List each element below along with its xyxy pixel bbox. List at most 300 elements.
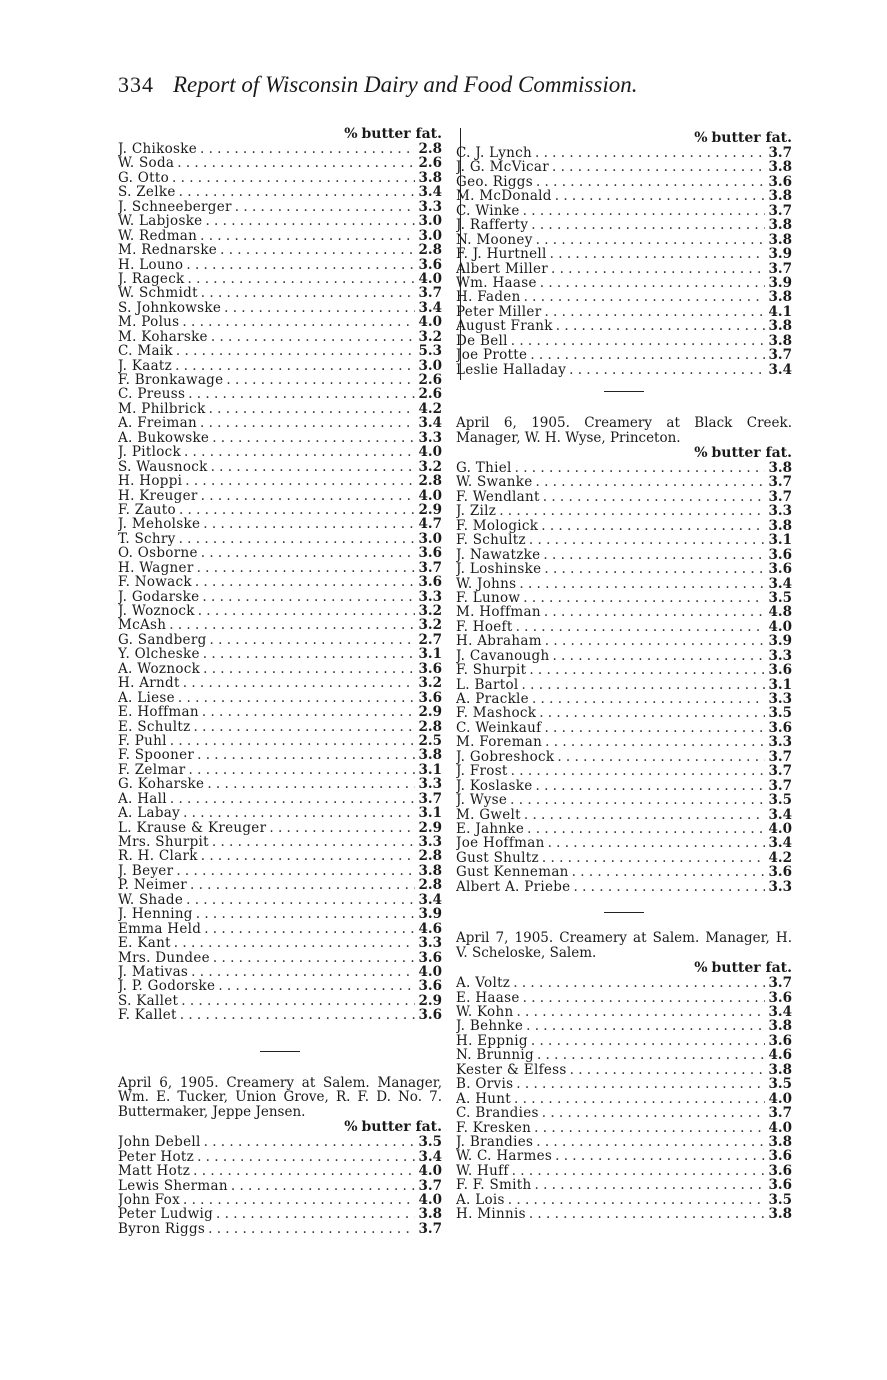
dot-leader: [208, 1222, 414, 1236]
list-item: [456, 218, 792, 232]
list-item: [456, 880, 792, 894]
butter-fat-value: 4.7: [418, 517, 442, 532]
patron-name: C. Brandies: [456, 1106, 539, 1121]
dot-leader: [516, 620, 765, 634]
list-item: [118, 344, 442, 358]
dot-leader: [544, 305, 764, 319]
patron-name: F. Zauto: [118, 502, 176, 518]
butter-fat-value: 3.8: [768, 1207, 792, 1222]
list-item: [118, 705, 442, 719]
list-item: [118, 965, 442, 979]
percent-symbol: %: [694, 960, 708, 977]
list-item: [118, 532, 442, 546]
list-item: [456, 233, 792, 247]
list-item: [456, 276, 792, 290]
dot-leader: [556, 319, 765, 333]
butter-fat-value: 3.7: [768, 203, 792, 219]
list-item: [118, 185, 442, 199]
butter-fat-value: 3.6: [768, 547, 792, 563]
dot-leader: [548, 836, 765, 850]
patron-name: G. Thiel: [456, 461, 512, 476]
list-item: [118, 171, 442, 185]
patron-name: Byron Riggs: [118, 1221, 206, 1237]
column-heading-label: butter fat.: [361, 126, 442, 142]
patron-name: A. Hunt: [456, 1091, 512, 1107]
dot-leader: [531, 218, 764, 232]
dot-leader: [190, 878, 415, 892]
dot-leader: [180, 1008, 415, 1022]
patron-name: Wm. Haase: [456, 275, 537, 291]
dot-leader: [191, 965, 414, 979]
dot-leader: [226, 373, 414, 387]
dot-leader: [183, 1193, 415, 1207]
list-item: [118, 460, 442, 474]
butter-fat-value: 3.8: [768, 189, 792, 204]
patron-name: F. F. Smith: [456, 1178, 532, 1193]
patron-name: Peter Hotz: [118, 1149, 195, 1165]
dot-leader: [512, 1164, 765, 1178]
dot-leader: [197, 748, 414, 762]
patron-name: J. Rafferty: [456, 218, 529, 233]
dot-leader: [204, 922, 414, 936]
list-item: [118, 402, 442, 416]
list-item: [456, 160, 792, 174]
list-item: [118, 1179, 442, 1193]
column-heading-label: butter fat.: [711, 445, 792, 461]
list-item: [456, 721, 792, 735]
dot-leader: [530, 348, 764, 362]
dot-leader: [179, 532, 415, 546]
patron-name: H. Faden: [456, 290, 521, 305]
butter-fat-value: 3.5: [768, 793, 792, 808]
butter-fat-value: 3.7: [768, 778, 792, 794]
patron-name: Albert Miller: [456, 261, 548, 276]
dot-leader: [174, 936, 415, 950]
patron-name: S. Zelke: [118, 185, 176, 200]
butter-fat-value: 2.5: [418, 733, 442, 749]
patron-name: F. Lunow: [456, 590, 521, 606]
list-item: [118, 1164, 442, 1178]
list-item: [118, 1150, 442, 1164]
dot-leader: [508, 1193, 765, 1207]
patron-name: A. Freiman: [118, 416, 198, 431]
list-item: [456, 363, 792, 377]
dot-leader: [540, 276, 765, 290]
patron-name: L. Krause & Kreuger: [118, 820, 267, 835]
dot-leader: [552, 160, 764, 174]
dot-leader: [543, 490, 765, 504]
dot-leader: [175, 359, 414, 373]
list-item: [118, 878, 442, 892]
list-item: [118, 922, 442, 936]
list-item: [456, 475, 792, 489]
list-item: [456, 348, 792, 362]
list-item: [118, 445, 442, 459]
dot-leader: [499, 504, 764, 518]
butter-fat-value: 3.7: [768, 348, 792, 363]
butter-fat-value: 4.0: [418, 1164, 442, 1179]
list-item: [456, 461, 792, 475]
list-item: [456, 146, 792, 160]
patron-name: W. Redman: [118, 228, 198, 244]
dot-leader: [189, 763, 415, 777]
butter-fat-value: 3.1: [418, 806, 442, 821]
dot-leader: [534, 1121, 764, 1135]
dot-leader: [181, 994, 414, 1008]
patron-name: J. G. McVicar: [456, 160, 550, 175]
section-intro: April 6, 1905. Creamery at Salem. Manager, Wm. E. Tucker, Union Grove, R. F. D. No. 7. Buttermaker, Jeppe Jensen.: [118, 1074, 442, 1120]
butter-fat-value: 4.6: [418, 921, 442, 937]
butter-fat-value: 4.0: [768, 619, 792, 635]
patron-name: A. Lois: [456, 1192, 505, 1208]
patron-name: F. Shurpit: [456, 663, 527, 678]
list-item: [456, 634, 792, 648]
column-heading: [118, 126, 442, 142]
list-item: [118, 633, 442, 647]
dot-leader: [536, 779, 765, 793]
butter-fat-value: 3.7: [418, 1178, 442, 1193]
butter-fat-value: 3.9: [418, 907, 442, 922]
patron-name: Peter Ludwig: [118, 1207, 214, 1222]
butter-fat-value: 3.2: [418, 459, 442, 475]
list-item: [456, 1164, 792, 1178]
patron-name: Joe Hoffman: [456, 836, 545, 851]
butter-fat-value: 2.6: [418, 156, 442, 171]
list-item: [118, 575, 442, 589]
dot-leader: [172, 171, 414, 185]
dot-leader: [224, 301, 414, 315]
patron-name: M. Foreman: [456, 735, 543, 750]
butter-fat-value: 3.8: [418, 170, 442, 186]
dot-leader: [200, 416, 414, 430]
butter-fat-value: 3.8: [768, 232, 792, 248]
patron-name: W. Soda: [118, 156, 175, 171]
list-item: [456, 175, 792, 189]
patron-name: A. Labay: [118, 806, 181, 821]
list-item: [118, 1207, 442, 1221]
column-heading: [118, 1119, 442, 1135]
patron-name: B. Orvis: [456, 1077, 514, 1092]
dot-leader: [572, 865, 765, 879]
butter-fat-value: 3.6: [768, 1163, 792, 1179]
patron-name: F. Bronkawage: [118, 373, 224, 388]
butter-fat-value: 2.9: [418, 705, 442, 720]
patron-name: J. Loshinske: [456, 562, 542, 577]
list-item: [118, 489, 442, 503]
list-item: [118, 214, 442, 228]
butter-fat-value: 3.8: [418, 748, 442, 763]
dot-leader: [185, 474, 414, 488]
list-item: [456, 490, 792, 504]
butter-fat-value: 3.6: [418, 546, 442, 561]
list-item: [118, 907, 442, 921]
butter-fat-value: 3.8: [768, 1134, 792, 1150]
list-item: [456, 1121, 792, 1135]
dot-leader: [201, 489, 415, 503]
butter-fat-value: 3.0: [418, 358, 442, 373]
patron-name: N. Mooney: [456, 232, 533, 248]
list-item: [456, 591, 792, 605]
patron-name: H. Abraham: [456, 634, 542, 649]
dot-leader: [198, 604, 415, 618]
patron-name: C. Maik: [118, 344, 173, 359]
list-item: [118, 763, 442, 777]
patron-name: J. Beyer: [118, 863, 174, 879]
butter-fat-value: 3.1: [768, 533, 792, 548]
patron-name: A. Hall: [118, 791, 167, 807]
patron-name: F. Mashock: [456, 706, 537, 721]
dot-leader: [511, 764, 765, 778]
list-item: [456, 290, 792, 304]
patron-name: M. Philbrick: [118, 401, 206, 417]
list-item: [456, 1005, 792, 1019]
patron-name: W. C. Harmes: [456, 1149, 553, 1164]
butter-fat-value: 2.8: [418, 849, 442, 864]
patron-name: J. Brandies: [456, 1134, 534, 1150]
butter-fat-value: 3.4: [768, 836, 792, 851]
list-item: [456, 678, 792, 692]
butter-fat-value: 3.5: [768, 590, 792, 606]
patron-list: [456, 146, 792, 377]
patron-name: J. Mativas: [118, 964, 189, 980]
butter-fat-value: 3.8: [768, 333, 792, 349]
list-item: [118, 590, 442, 604]
dot-leader: [511, 334, 765, 348]
patron-name: J. Godarske: [118, 589, 200, 604]
dot-leader: [532, 692, 765, 706]
list-item: [456, 334, 792, 348]
dot-leader: [531, 1034, 765, 1048]
butter-fat-value: 3.6: [768, 562, 792, 577]
dot-leader: [201, 286, 415, 300]
patron-name: A. Prackle: [456, 692, 529, 707]
dot-leader: [205, 214, 414, 228]
patron-name: J. Kaatz: [118, 358, 173, 373]
dot-leader: [526, 1019, 764, 1033]
dot-leader: [202, 590, 414, 604]
list-item: [118, 979, 442, 993]
butter-fat-value: 3.9: [768, 275, 792, 291]
butter-fat-value: 3.3: [418, 589, 442, 604]
patron-name: J. Gobreshock: [456, 749, 555, 765]
butter-fat-value: 3.8: [768, 160, 792, 175]
patron-name: G. Otto: [118, 170, 170, 186]
dot-leader: [170, 792, 415, 806]
dot-leader: [557, 750, 764, 764]
butter-fat-value: 4.8: [768, 605, 792, 620]
dot-leader: [514, 1092, 764, 1106]
dot-leader: [169, 618, 414, 632]
butter-fat-value: 3.3: [418, 777, 442, 792]
butter-fat-value: 3.5: [418, 1135, 442, 1150]
page-number: 334: [118, 72, 154, 97]
list-item: [456, 1077, 792, 1091]
butter-fat-value: 4.0: [418, 488, 442, 503]
butter-fat-value: 3.8: [768, 461, 792, 476]
dot-leader: [209, 402, 415, 416]
dot-leader: [573, 880, 764, 894]
page-header: [118, 72, 758, 98]
dot-leader: [524, 290, 765, 304]
list-item: [118, 229, 442, 243]
column-heading-label: butter fat.: [711, 960, 792, 977]
butter-fat-value: 3.7: [418, 286, 442, 301]
dot-leader: [211, 330, 415, 344]
list-item: [118, 676, 442, 690]
list-item: [456, 1063, 792, 1077]
left-column: [118, 126, 442, 1236]
percent-symbol: %: [694, 445, 708, 461]
dot-leader: [550, 247, 765, 261]
list-item: [118, 835, 442, 849]
butter-fat-value: 3.4: [418, 185, 442, 200]
patron-name: W. Schmidt: [118, 286, 198, 301]
butter-fat-value: 2.8: [418, 474, 442, 489]
butter-fat-value: 4.0: [418, 964, 442, 980]
patron-list: [118, 1135, 442, 1236]
list-item: [456, 976, 792, 990]
patron-name: H. Louno: [118, 257, 184, 272]
patron-name: August Frank: [456, 319, 553, 334]
list-item: [118, 373, 442, 387]
patron-name: F. Spooner: [118, 748, 195, 763]
list-item: [456, 851, 792, 865]
butter-fat-value: 3.2: [418, 618, 442, 633]
butter-fat-value: 3.4: [768, 362, 792, 377]
butter-fat-value: 3.8: [768, 319, 792, 334]
list-item: [118, 720, 442, 734]
list-item: [118, 561, 442, 575]
list-item: [118, 1222, 442, 1236]
dot-leader: [555, 189, 765, 203]
column-heading-label: butter fat.: [361, 1119, 442, 1136]
dot-leader: [200, 142, 415, 156]
dot-leader: [188, 272, 415, 286]
patron-name: W. Kohn: [456, 1005, 514, 1020]
list-item: [118, 777, 442, 791]
patron-name: H. Eppnig: [456, 1033, 528, 1049]
butter-fat-value: 3.8: [418, 1207, 442, 1222]
dot-leader: [197, 1150, 414, 1164]
butter-fat-value: 2.9: [418, 820, 442, 835]
butter-fat-value: 3.4: [418, 300, 442, 316]
patron-name: J. Wyse: [456, 793, 508, 808]
patron-list: [456, 461, 792, 894]
patron-name: O. Osborne: [118, 546, 198, 561]
butter-fat-value: 3.4: [418, 892, 442, 908]
butter-fat-value: 2.6: [418, 387, 442, 402]
patron-name: J. Koslaske: [456, 778, 533, 794]
patron-name: M. Koharske: [118, 329, 208, 345]
butter-fat-value: 3.7: [418, 1221, 442, 1237]
list-item: [118, 156, 442, 170]
dot-leader: [183, 676, 415, 690]
patron-name: N. Brunnig: [456, 1048, 534, 1063]
patron-name: S. Johnkowske: [118, 300, 222, 316]
patron-name: John Fox: [118, 1192, 180, 1208]
patron-list: [118, 142, 442, 1023]
butter-fat-value: 3.4: [768, 1005, 792, 1020]
butter-fat-value: 3.3: [418, 835, 442, 850]
dot-leader: [523, 591, 764, 605]
dot-leader: [203, 662, 414, 676]
butter-fat-value: 3.0: [418, 228, 442, 244]
patron-name: De Bell: [456, 333, 508, 349]
butter-fat-value: 3.3: [418, 936, 442, 951]
patron-name: Matt Hotz: [118, 1164, 191, 1179]
dot-leader: [545, 634, 765, 648]
butter-fat-value: 3.3: [768, 504, 792, 519]
list-item: [456, 577, 792, 591]
butter-fat-value: 3.6: [418, 979, 442, 994]
patron-name: Leslie Halladay: [456, 362, 567, 377]
column-heading: [456, 960, 792, 976]
butter-fat-value: 4.1: [768, 304, 792, 320]
dot-leader: [513, 976, 764, 990]
patron-name: F. Puhl: [118, 733, 167, 749]
dot-leader: [201, 546, 415, 560]
patron-name: J. Pitlock: [118, 445, 181, 460]
butter-fat-value: 3.0: [418, 214, 442, 229]
dot-leader: [202, 705, 415, 719]
dot-leader: [200, 229, 414, 243]
list-item: [118, 734, 442, 748]
dot-leader: [235, 200, 415, 214]
dot-leader: [529, 663, 764, 677]
patron-name: J. Henning: [118, 907, 193, 922]
patron-name: J. P. Godorske: [118, 979, 216, 994]
butter-fat-value: 3.7: [768, 261, 792, 276]
list-item: [456, 1092, 792, 1106]
list-item: [456, 779, 792, 793]
dot-leader: [552, 649, 764, 663]
butter-fat-value: 3.9: [768, 247, 792, 262]
patron-name: A. Voltz: [456, 976, 511, 991]
percent-symbol: %: [344, 1119, 358, 1136]
dot-leader: [544, 605, 765, 619]
dot-leader: [529, 533, 765, 547]
list-item: [456, 1207, 792, 1221]
dot-leader: [197, 561, 415, 575]
list-item: [118, 301, 442, 315]
list-item: [118, 604, 442, 618]
butter-fat-value: 3.6: [768, 865, 792, 880]
patron-name: F. Kallet: [118, 1008, 177, 1023]
dot-leader: [186, 258, 414, 272]
list-item: [456, 865, 792, 879]
patron-name: John Debell: [118, 1135, 201, 1150]
patron-name: Geo. Riggs: [456, 174, 533, 190]
list-item: [456, 189, 792, 203]
butter-fat-value: 3.6: [418, 690, 442, 706]
list-item: [118, 864, 442, 878]
dot-leader: [534, 1178, 764, 1192]
list-item: [456, 822, 792, 836]
dot-leader: [178, 691, 415, 705]
percent-symbol: %: [694, 130, 708, 146]
patron-name: J. Behnke: [456, 1019, 524, 1034]
list-item: [456, 204, 792, 218]
list-item: [118, 258, 442, 272]
butter-fat-value: 3.8: [768, 518, 792, 534]
patron-name: W. Labjoske: [118, 214, 203, 229]
butter-fat-value: 3.6: [768, 720, 792, 736]
list-item: [456, 519, 792, 533]
dot-leader: [216, 1207, 414, 1221]
butter-fat-value: 3.6: [418, 661, 442, 677]
dot-leader: [536, 233, 765, 247]
dot-leader: [536, 175, 765, 189]
